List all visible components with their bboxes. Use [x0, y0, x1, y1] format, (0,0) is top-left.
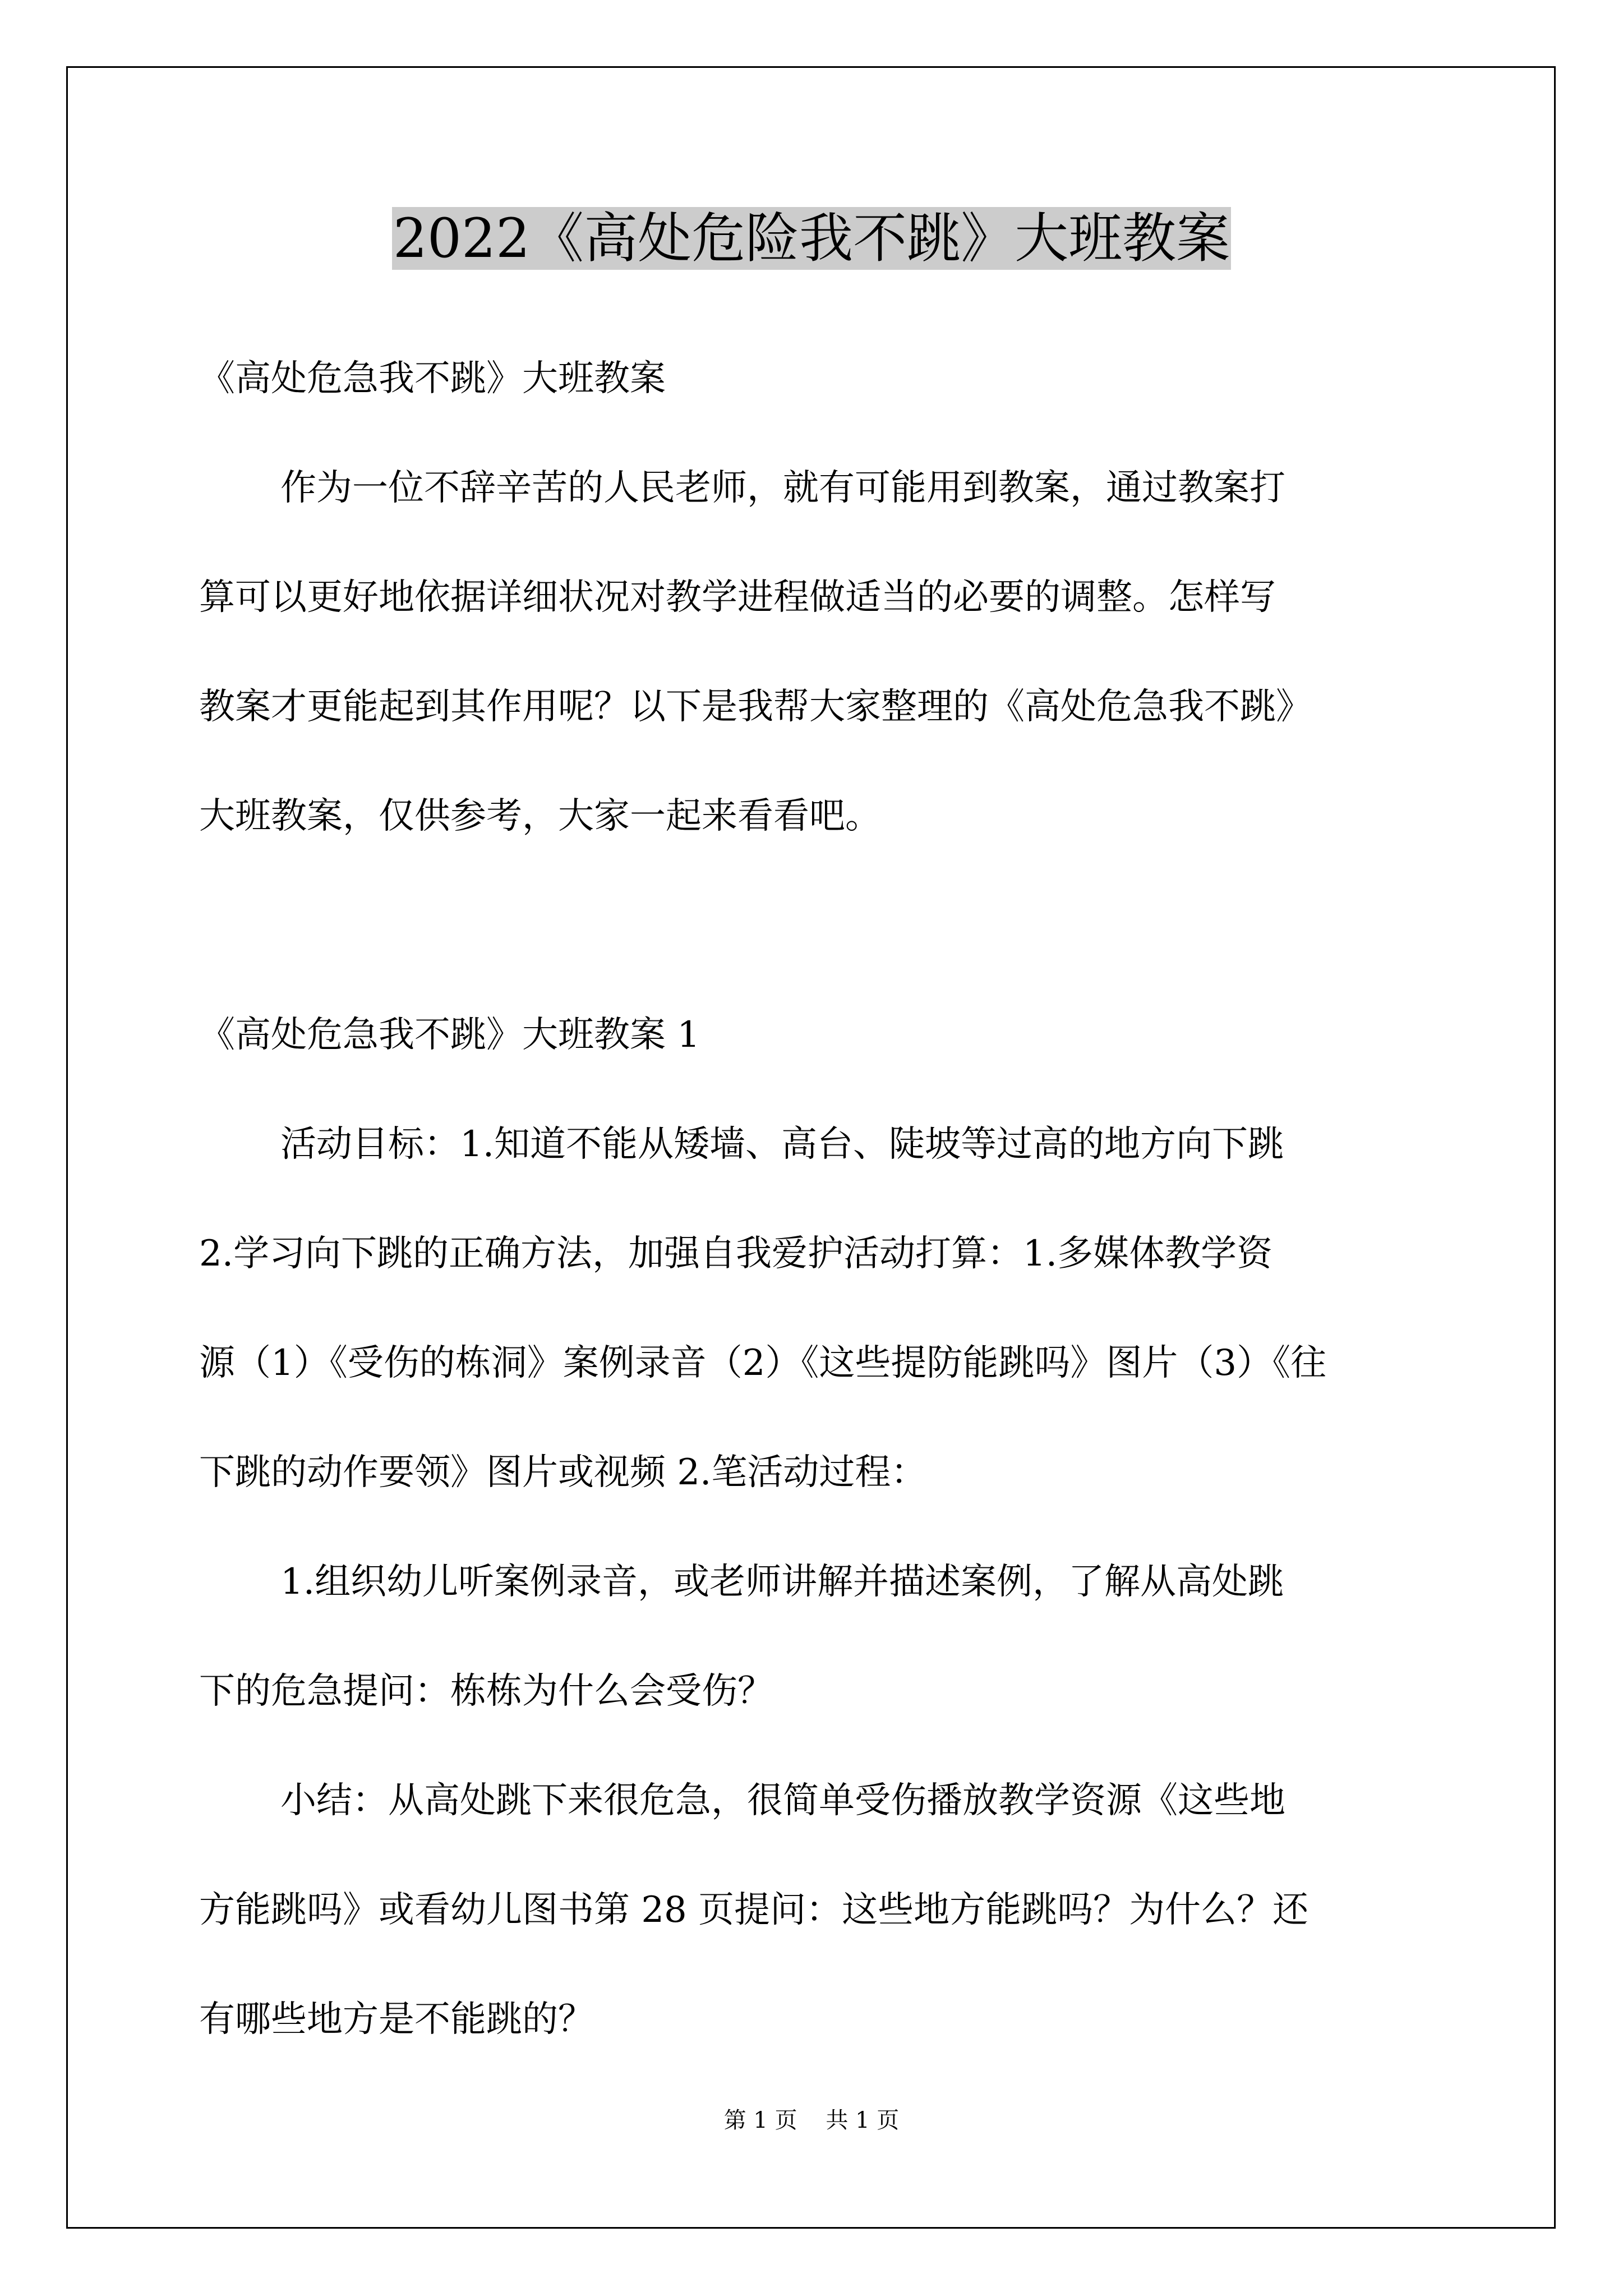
- intro-line: 作为一位不辞辛苦的人民老师，就有可能用到教案，通过教案打: [280, 467, 1285, 509]
- document-title: [0, 199, 1623, 278]
- document-title-text: 2022《高处危险我不跳》大班教案: [393, 207, 1230, 270]
- section-line: 2.学习向下跳的正确方法，加强自我爱护活动打算：1.多媒体教学资: [199, 1233, 1273, 1274]
- section-line: 方能跳吗》或看幼儿图书第 28 页提问：这些地方能跳吗？为什么？还: [199, 1889, 1309, 1931]
- section-line: 下跳的动作要领》图片或视频 2.笔活动过程：: [199, 1452, 927, 1493]
- section-line: 小结：从高处跳下来很危急，很简单受伤播放教学资源《这些地: [280, 1780, 1285, 1821]
- intro-line: 教案才更能起到其作用呢？以下是我帮大家整理的《高处危急我不跳》: [199, 686, 1312, 728]
- section-line: 有哪些地方是不能跳的？: [199, 1999, 594, 2040]
- section-heading: 《高处危急我不跳》大班教案 1: [199, 1014, 700, 1056]
- section-line: 活动目标：1.知道不能从矮墙、高台、陡坡等过高的地方向下跳: [280, 1124, 1284, 1165]
- section-line: 1.组织幼儿听案例录音，或老师讲解并描述案例，了解从高处跳: [280, 1561, 1284, 1603]
- intro-line: 大班教案，仅供参考，大家一起来看看吧。: [199, 795, 881, 837]
- section-line: 源（1）《受伤的栋洞》案例录音（2）《这些提防能跳吗》图片（3）《往: [199, 1342, 1327, 1384]
- document-subtitle: 《高处危急我不跳》大班教案: [199, 358, 666, 399]
- intro-line: 算可以更好地依据详细状况对教学进程做适当的必要的调整。怎样写: [199, 577, 1276, 618]
- page-number-footer: 第 1 页 共 1 页: [723, 2108, 900, 2133]
- section-line: 下的危急提问：栋栋为什么会受伤？: [199, 1671, 773, 1712]
